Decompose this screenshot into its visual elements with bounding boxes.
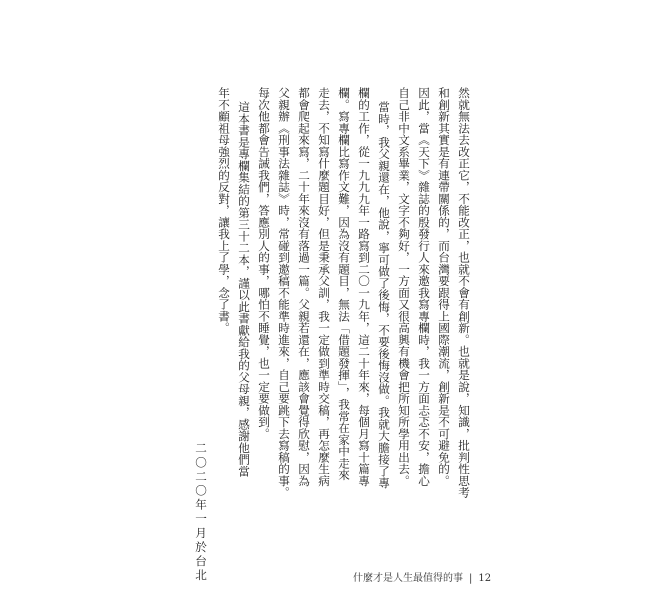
text-column-7: 欄。寫專欄比寫作文難，因為沒有題目，無法「借題發揮」，我常在家中走來: [337, 87, 351, 481]
text-column-4: 自己非中文系畢業，文字不夠好，一方面又很高興有機會把所知所學用出去。: [397, 87, 411, 487]
footer-separator: |: [469, 573, 473, 584]
text-column-6: 欄的工作，從一九九九年一路寫到二〇一九年，這二十年來，每個月寫十篇專: [357, 87, 371, 487]
text-column-12: 這本書是專欄集結的第三十二本，謹以此書獻給我的父母親，感謝他們當: [237, 101, 251, 477]
text-column-10: 父親辦《刑事法雜誌》時，常碰到邀稿不能準時進來，自己要跳下去寫稿的事。: [277, 87, 291, 499]
text-column-11: 每次他都會告誡我們，答應別人的事，哪怕不睡覺，也一定要做到。: [257, 87, 271, 440]
text-column-13: 年不顧祖母強烈的反對，讓我上了學，念了書。: [217, 87, 231, 334]
text-column-9: 都會爬起來寫，二十年來沒有落過一篇。父親若還在，應該會覺得欣慰，因為: [297, 87, 311, 487]
text-column-3: 因此，當《天下》雜誌的殷發行人來邀我寫專欄時，我一方面忐忑不安，擔心: [417, 87, 431, 487]
text-column-8: 走去，不知寫什麼題目好，但是秉承父訓，我一定做到準時交稿，再怎麼生病: [317, 87, 331, 487]
signature-date: 二〇二〇年一月於台北: [194, 442, 208, 583]
page-number: 12: [478, 573, 492, 584]
page-footer: [353, 569, 491, 584]
text-column-5: 當時，我父親還在，他說，寧可做了後悔，不要後悔沒做。我就大膽接了專: [377, 101, 391, 489]
text-column-2: 和創新其實是有連帶關係的，而台灣要跟得上國際潮流，創新是不可避免的。: [437, 87, 451, 487]
text-column-1: 然就無法去改正它，不能改正，也就不會有創新。也就是說，知識，批判性思考: [457, 87, 471, 499]
running-title: 什麼才是人生最值得的事: [353, 573, 463, 584]
